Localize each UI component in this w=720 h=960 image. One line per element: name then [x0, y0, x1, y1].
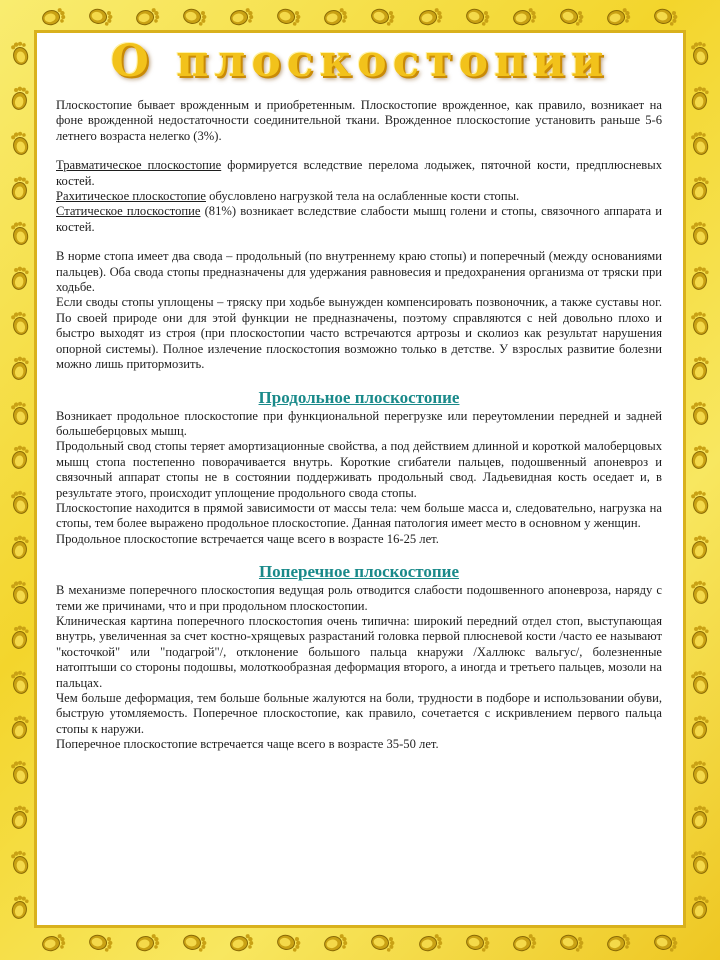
term-rachitic: Рахитическое плоскостопие	[56, 189, 206, 204]
transverse-paragraph-2: Клиническая картина поперечного плоскостопия очень типична: широкий передний отдел стоп, выступающая внутрь, увеличенная за счет костно-хрящевых разрастаний головка первой плюсневой кости /часто ее называют "косточкой" или "подагрой"/, отклонение большого пальца кнаружи /Халлюкс вальгус/, болезненные натоптыши со стороны подошвы, молоткообразная деформация второго, а иногда и третьего пальцев, мозоли на пальцах.	[56, 613, 662, 690]
transverse-paragraph-4: Поперечное плоскостопие встречается чаще всего в возрасте 35-50 лет.	[56, 737, 439, 752]
intro-paragraph-rachitic	[56, 189, 662, 204]
transverse-paragraph-3: Чем больше деформация, тем больше больные жалуются на боли, трудности в подборе и использовании обуви, быструю утомляемость. Поперечное плоскостопие, как правило, сочетается с искривлением первого пальца стопы к наружи.	[56, 691, 662, 736]
term-static: Статическое плоскостопие	[56, 204, 201, 219]
longitudinal-paragraph-1: Возникает продольное плоскостопие при функциональной перегрузке или переутомлении передней и задней большеберцовых мышц.	[56, 408, 662, 438]
intro-paragraph-traumatic	[56, 158, 662, 189]
text-traumatic: формируется вследствие перелома лодыжек, пяточной кости, предплюсневых костей.	[56, 158, 663, 188]
intro-paragraph-arches: В норме стопа имеет два свода – продольный (по внутреннему краю стопы) и поперечный (между основаниями пальцев). Оба свода стопы предназначены для удержания равновесия и предохранения организма от тряски при ходьбе.	[56, 249, 662, 295]
intro-paragraph-consequences: Если своды стопы уплощены – тряску при ходьбе вынужден компенсировать позвоночник, а также суставы ног. По своей природе они для этой функции не предназначены, поэтому справляются с ней довольно плохо и быстро выходят из строя (при плоскостопии часто встречаются артрозы и сколиоз как результат нарушения опорной системы). Полное излечение плоскостопия возможно только в детстве. У взрослых развитие болезни можно лишь притормозить.	[56, 295, 662, 372]
article-body	[56, 98, 662, 753]
transverse-paragraph-1: В механизме поперечного плоскостопия ведущая роль отводится слабости подошвенного апоневроза, наряду с теми же причинами, что и при продольном плоскостопии.	[56, 583, 662, 613]
longitudinal-paragraph-2: Продольный свод стопы теряет амортизационные свойства, а под действием длинной и короткой малоберцовых мышц стопа постепенно поворачивается внутрь. Короткие сгибатели пальцев, подошвенный апоневроз и связочный аппарат стопы не в состоянии поддерживать продольный свод. Ладьевидная кость оседает и, в результате этого, происходит уплощение продольного свода стопы.	[56, 439, 662, 500]
intro-paragraph-static	[56, 204, 662, 235]
heading-longitudinal: Продольное плоскостопие	[258, 387, 460, 407]
page-title: О плоскостопии	[110, 36, 610, 87]
text-static: (81%) возникает вследствие слабости мышц голени и стопы, связочного аппарата и костей.	[56, 204, 662, 234]
longitudinal-paragraph-3: Плоскостопие находится в прямой зависимости от массы тела: чем больше масса и, следовательно, нагрузка на стопы, тем более выражено продольное плоскостопие. Данная патология имеет место в основном у женщин.	[56, 500, 662, 531]
text-rachitic: обусловлено нагрузкой тела на ослабленные кости стопы.	[205, 189, 520, 204]
longitudinal-paragraph-4: Продольное плоскостопие встречается чаще всего в возрасте 16-25 лет.	[56, 531, 439, 546]
heading-transverse: Поперечное плоскостопие	[258, 562, 460, 582]
term-traumatic: Травматическое плоскостопие	[56, 158, 222, 173]
intro-paragraph-congenital: Плоскостопие бывает врожденным и приобретенным. Плоскостопие врожденное, как правило, возникает на фоне врожденной недостаточности соединительной ткани. Врожденное плоскостопие установить раньше 5-6 летнего возраста нелегко (3%).	[56, 98, 662, 143]
